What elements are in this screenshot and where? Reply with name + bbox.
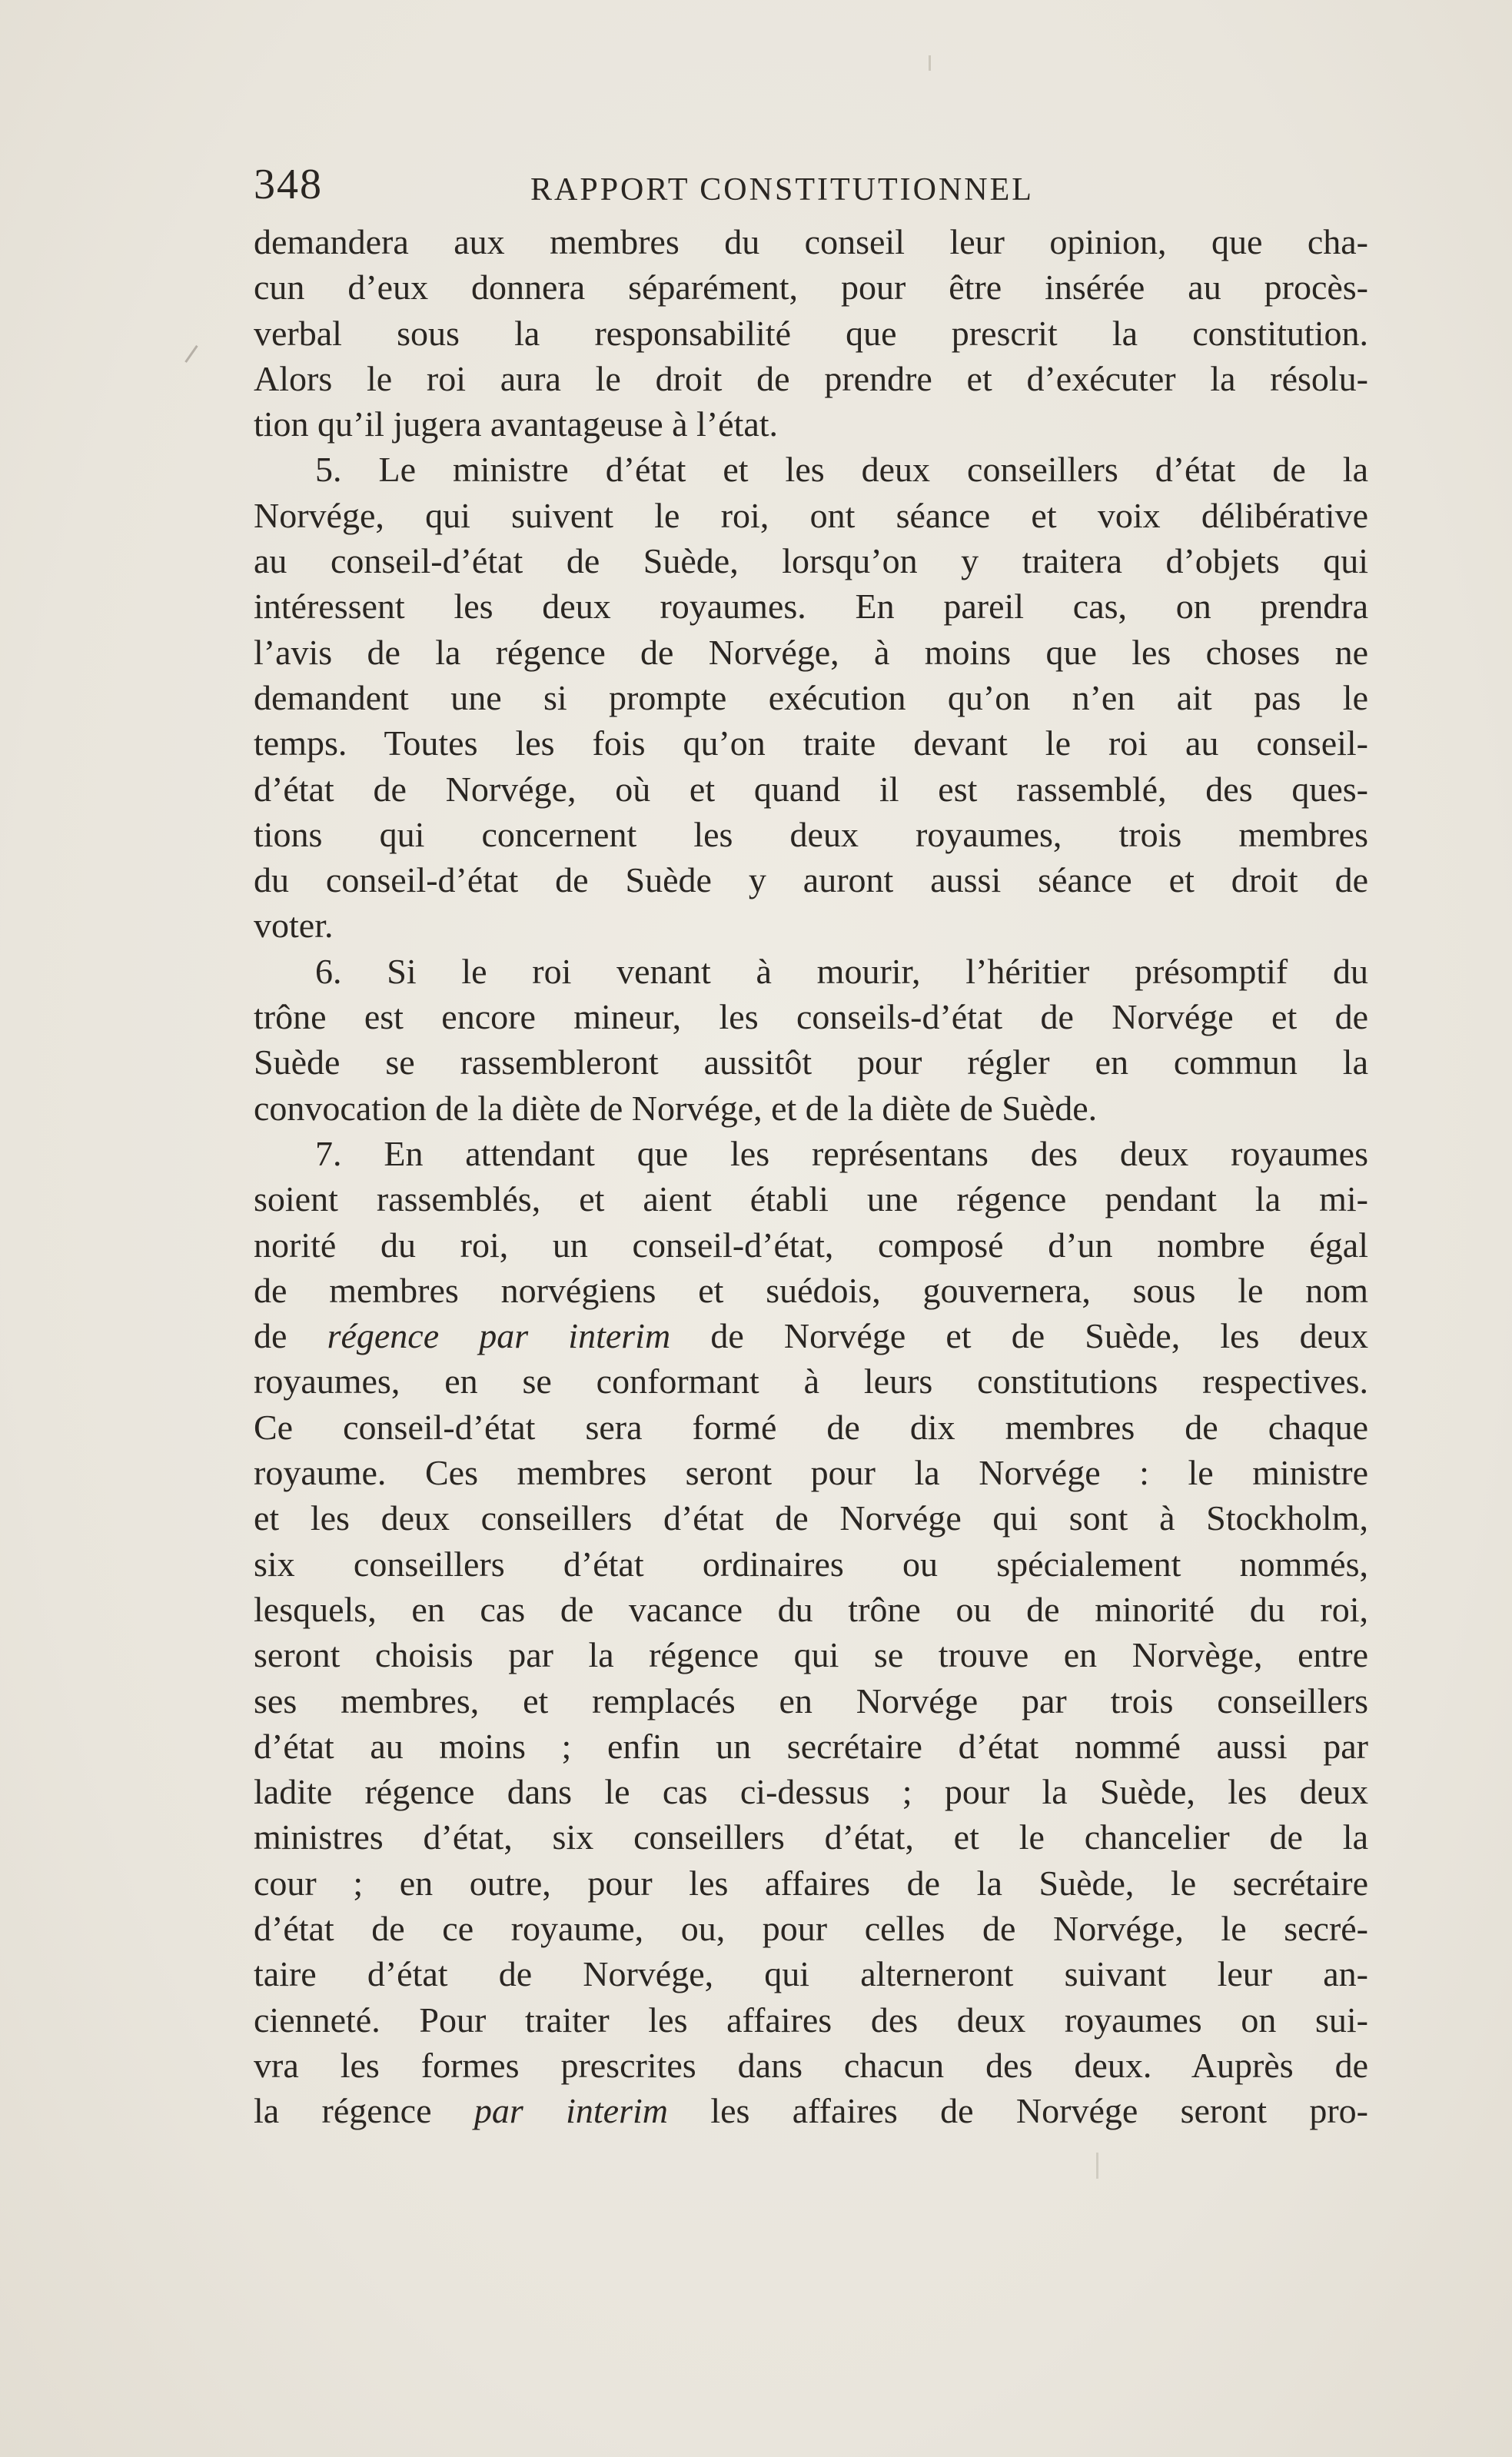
text-line: de membres norvégiens et suédois, gouvernera, sous le nom xyxy=(254,1270,1368,1310)
italic-phrase: par interim xyxy=(474,2091,668,2131)
text-line: cun d’eux donnera séparément, pour être insérée au procès- xyxy=(254,268,1368,308)
text-line: cienneté. Pour traiter les affaires des deux royaumes on sui- xyxy=(254,2000,1368,2040)
text-line: cour ; en outre, pour les affaires de la Suède, le secrétaire xyxy=(254,1863,1368,1903)
text-line: royaume. Ces membres seront pour la Norvége : le ministre xyxy=(254,1453,1368,1493)
text-line: ses membres, et remplacés en Norvége par trois conseillers xyxy=(254,1681,1368,1721)
running-head: RAPPORT CONSTITUTIONNEL xyxy=(530,172,1034,208)
text-line: la régence par interim les affaires de Norvége seront pro- xyxy=(254,2091,1369,2131)
text-line: 6. Si le roi venant à mourir, l’héritier présomptif du xyxy=(315,951,1368,991)
text-line: tion qu’il jugera avantageuse à l’état. xyxy=(254,404,779,444)
paper-mark xyxy=(929,55,931,71)
text-line: au conseil-d’état de Suède, lorsqu’on y traitera d’objets qui xyxy=(254,541,1368,581)
text-line: 7. En attendant que les représentans des deux royaumes xyxy=(315,1133,1368,1173)
text-line: du conseil-d’état de Suède y auront aussi séance et droit de xyxy=(254,860,1368,900)
text-line: taire d’état de Norvége, qui alterneront suivant leur an- xyxy=(254,1954,1368,1994)
text-line: ministres d’état, six conseillers d’état, et le chancelier de la xyxy=(254,1817,1368,1857)
text-line: soient rassemblés, et aient établi une régence pendant la mi- xyxy=(254,1179,1368,1219)
text-line: Norvége, qui suivent le roi, ont séance et voix délibérative xyxy=(254,495,1368,535)
text-line: tions qui concernent les deux royaumes, trois membres xyxy=(254,814,1368,854)
text-line: Alors le roi aura le droit de prendre et d’exécuter la résolu- xyxy=(254,358,1368,398)
text-line: norité du roi, un conseil-d’état, composé d’un nombre égal xyxy=(254,1225,1368,1265)
text-line: lesquels, en cas de vacance du trône ou de minorité du roi, xyxy=(254,1589,1368,1629)
text-line: de régence par interim de Norvége et de Suède, les deux xyxy=(254,1316,1368,1356)
text-line: verbal sous la responsabilité que prescrit la constitution. xyxy=(254,313,1368,353)
text-line: vra les formes prescrites dans chacun des deux. Auprès de xyxy=(254,2045,1368,2085)
text-line: temps. Toutes les fois qu’on traite devant le roi au conseil- xyxy=(254,723,1368,763)
text-line: demandent une si prompte exécution qu’on n’en ait pas le xyxy=(254,677,1368,717)
text-line: ladite régence dans le cas ci-dessus ; pour la Suède, les deux xyxy=(254,1772,1368,1812)
pencil-mark xyxy=(184,345,208,370)
text-line: voter. xyxy=(254,906,334,946)
text-line: l’avis de la régence de Norvége, à moins que les choses ne xyxy=(254,632,1368,672)
text-line: Ce conseil-d’état sera formé de dix membres de chaque xyxy=(254,1407,1368,1447)
text-line: six conseillers d’état ordinaires ou spécialement nommés, xyxy=(254,1544,1368,1584)
text-line: royaumes, en se conformant à leurs constitutions respectives. xyxy=(254,1361,1368,1401)
text-line: 5. Le ministre d’état et les deux conseillers d’état de la xyxy=(315,450,1368,490)
text-line: demandera aux membres du conseil leur opinion, que cha- xyxy=(254,222,1368,261)
text-line: et les deux conseillers d’état de Norvége qui sont à Stockholm, xyxy=(254,1498,1368,1538)
italic-phrase: régence par interim xyxy=(327,1316,671,1356)
text-line: trône est encore mineur, les conseils-d’état de Norvége et de xyxy=(254,997,1368,1037)
text-line: seront choisis par la régence qui se trouve en Norvège, entre xyxy=(254,1635,1368,1675)
page-number: 348 xyxy=(254,161,323,208)
page-header xyxy=(254,160,1384,214)
text-line: intéressent les deux royaumes. En pareil cas, on prendra xyxy=(254,587,1368,627)
text-line: d’état au moins ; enfin un secrétaire d’état nommé aussi par xyxy=(254,1726,1368,1766)
text-line: Suède se rassembleront aussitôt pour régler en commun la xyxy=(254,1042,1368,1082)
paper-mark-bottom xyxy=(1096,2153,1098,2179)
text-line: d’état de Norvége, où et quand il est rassemblé, des ques- xyxy=(254,769,1368,809)
text-line: convocation de la diète de Norvége, et de la diète de Suède. xyxy=(254,1088,1098,1128)
text-line: d’état de ce royaume, ou, pour celles de Norvége, le secré- xyxy=(254,1908,1368,1948)
body-text xyxy=(254,219,1368,2133)
